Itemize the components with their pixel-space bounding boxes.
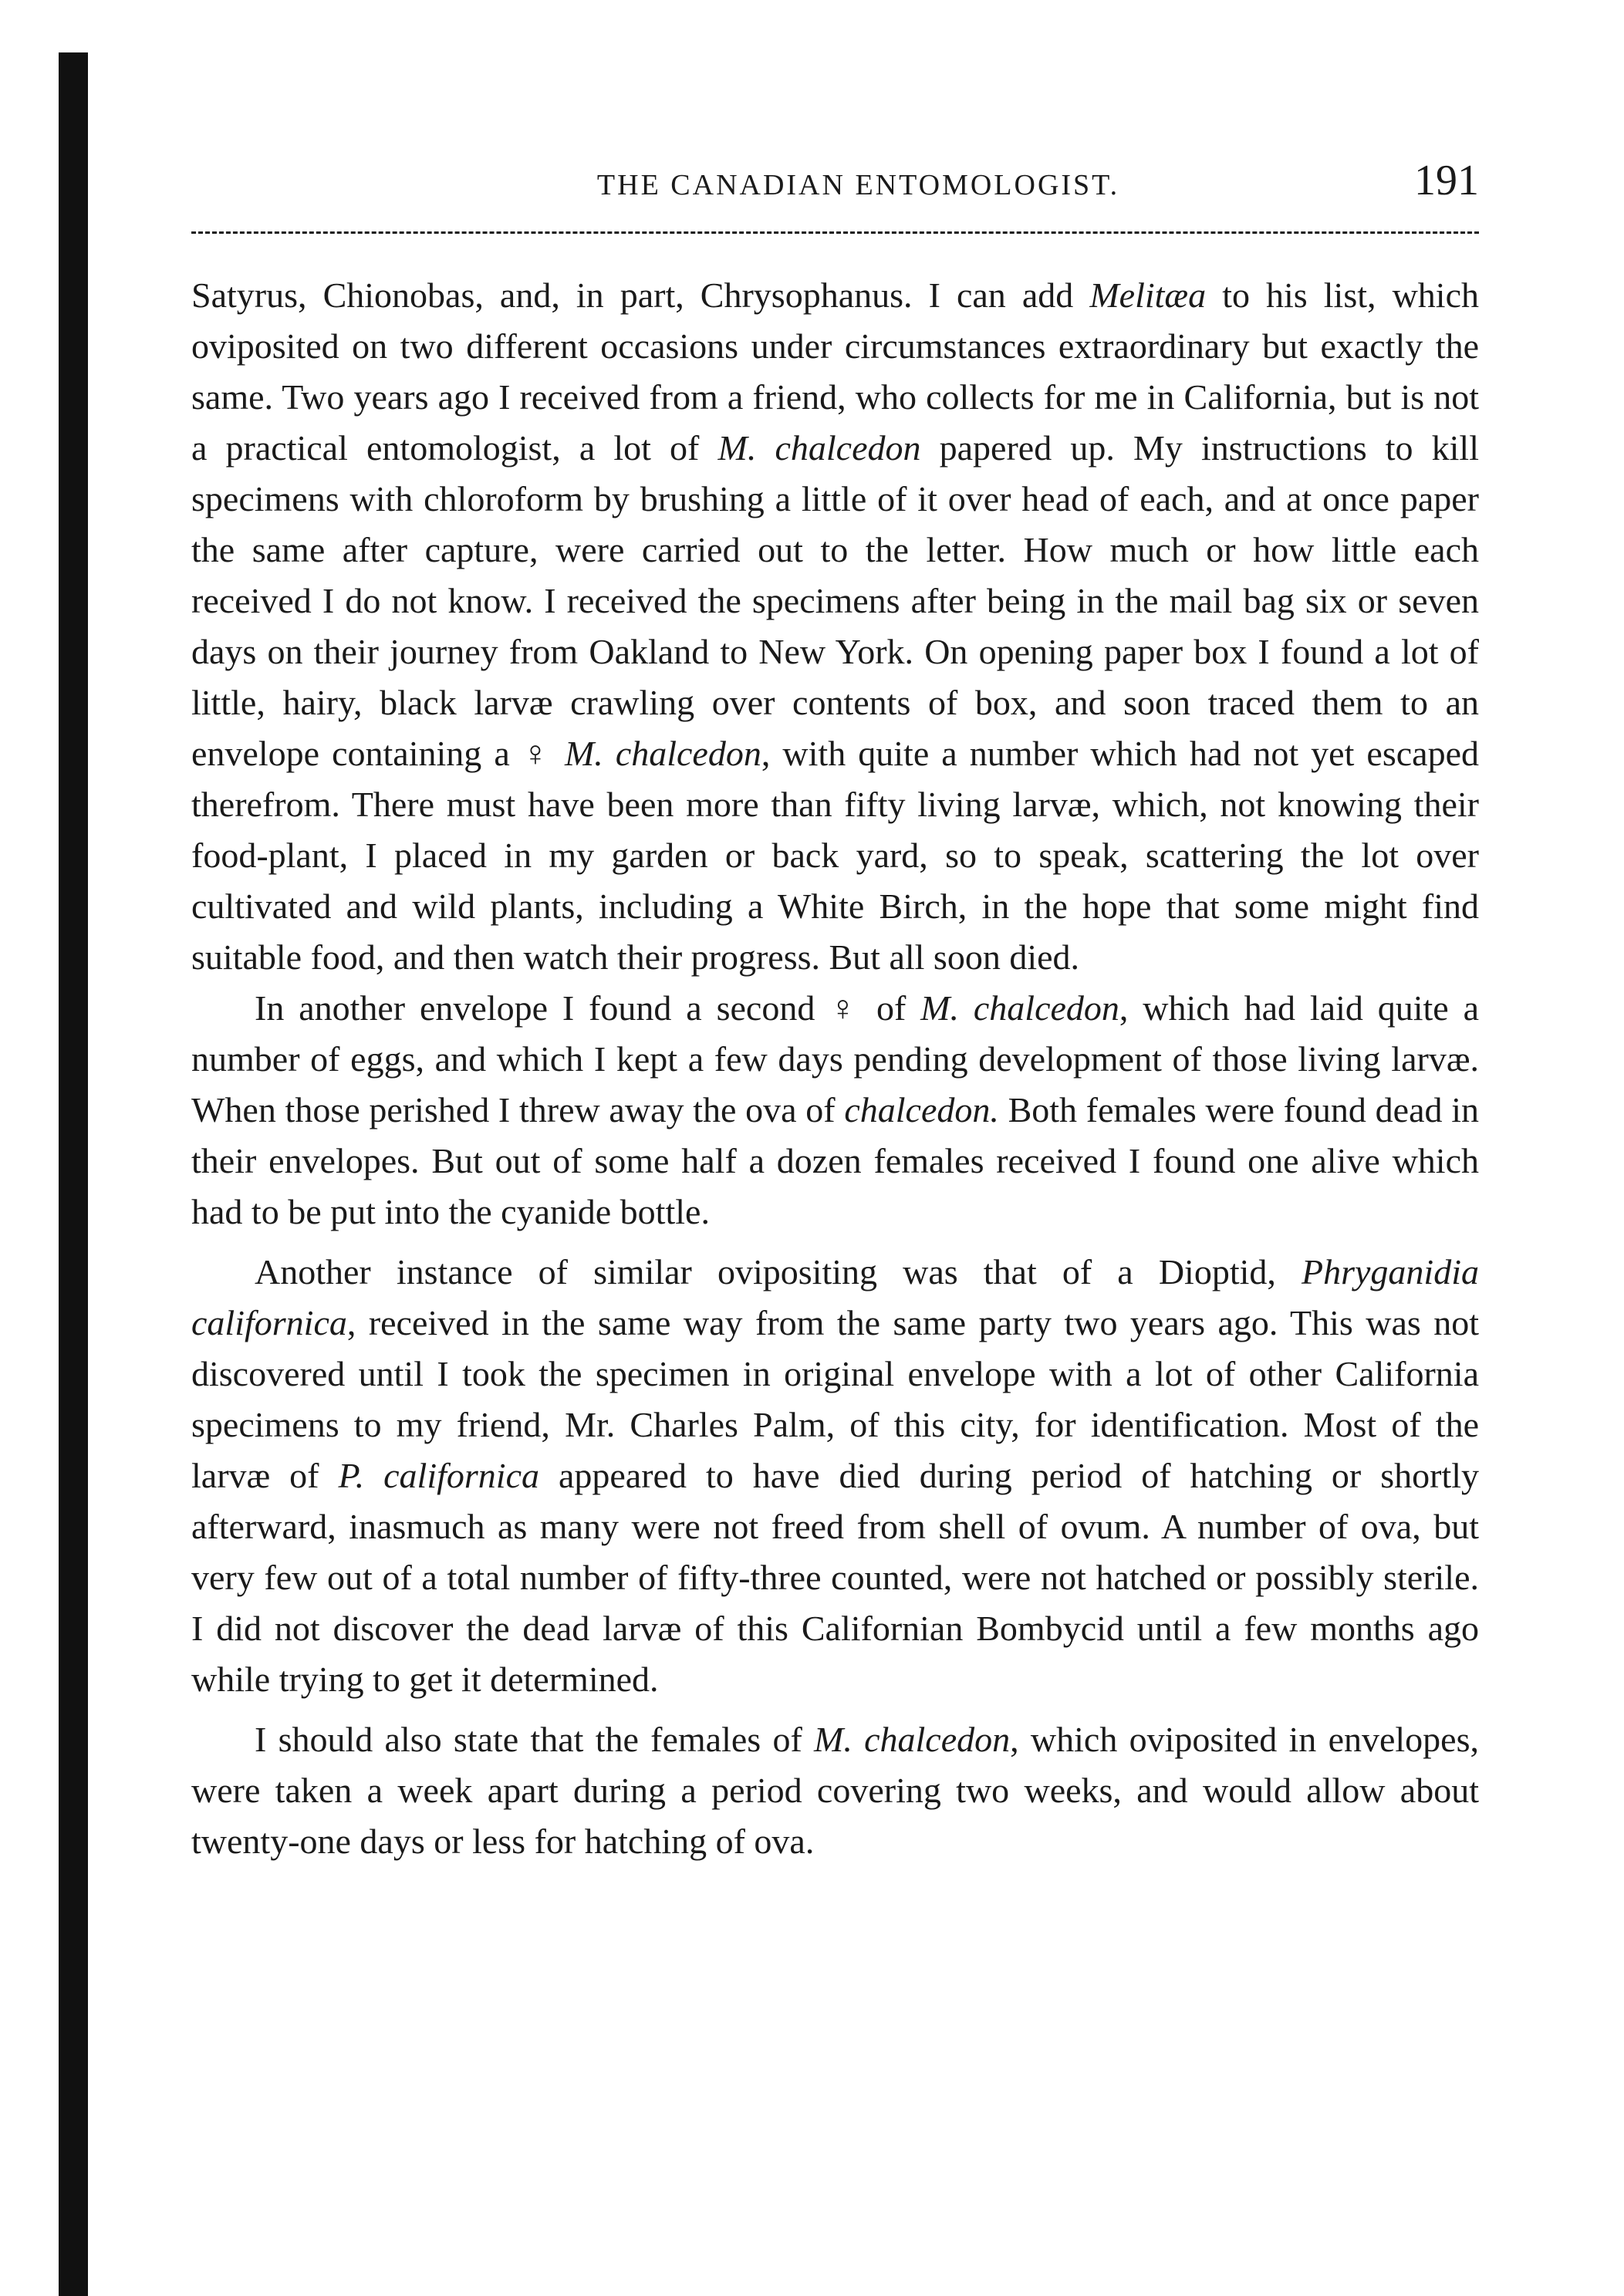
text-segment-italic: M. chalcedon — [814, 1720, 1011, 1759]
page-header — [191, 153, 1479, 207]
text-segment-italic: chalcedon. — [844, 1090, 999, 1129]
paragraph-2 — [191, 983, 1479, 1237]
text-segment-italic: Phryganidia californica — [191, 1252, 1479, 1342]
text-segment: Another instance of similar ovipositing was that of a Dioptid, — [255, 1252, 1302, 1292]
text-segment: , which oviposited in envelopes, were taken a week apart during a period covering two weeks, and would allow about twenty-one days or less for hatching of ova. — [191, 1720, 1479, 1861]
text-segment: I should also state that the females of — [255, 1720, 815, 1759]
binding-edge — [59, 52, 88, 2296]
paragraph-3 — [191, 1247, 1479, 1705]
text-segment: , which had laid quite a number of eggs, and which I kept a few days pending development of those living larvæ. When those perished I threw away the ova of — [191, 988, 1479, 1129]
page-number: 191 — [1414, 157, 1479, 204]
text-segment-italic: M. chalcedon — [717, 428, 921, 468]
running-title: THE CANADIAN ENTOMOLOGIST. — [596, 169, 1120, 201]
text-segment: Satyrus, Chionobas, and, in part, Chrysophanus. I can add — [191, 275, 1090, 315]
text-segment: , received in the same way from the same party two years ago. This was not discovered until I took the specimen in original envelope with a lot of other California specimens to my friend, Mr. Charles Palm, of this city, for identification. Most of the larvæ of — [191, 1303, 1479, 1495]
text-segment-italic: P. californica — [338, 1456, 539, 1495]
text-segment: papered up. My instructions to kill specimens with chloroform by brushing a little of it over head of each, and at once paper the same after capture, were carried out to the letter. How much or how little each received I do not know. I received the specimens after being in the mail bag six or seven days on their journey from Oakland to New York. On opening paper box I found a lot of little, hairy, black larvæ crawling over contents of box, and soon traced them to an envelope containing a ♀ — [191, 428, 1479, 773]
body-text — [191, 270, 1479, 1867]
text-segment-italic: Melitæa — [1089, 275, 1207, 315]
paragraph-4 — [191, 1714, 1479, 1867]
text-segment: Both females were found dead in their envelopes. But out of some half a dozen females received I found one alive which had to be put into the cyanide bottle. — [191, 1090, 1479, 1231]
text-segment-italic: M. chalcedon — [564, 734, 761, 773]
text-segment: , with quite a number which had not yet escaped therefrom. There must have been more than fifty living larvæ, which, not knowing their food-plant, I placed in my garden or back yard, so to speak, scattering the lot over cultivated and wild plants, including a White Birch, in the hope that some might find suitable food, and then watch their progress. But all soon died. — [191, 734, 1479, 977]
text-segment: appeared to have died during period of hatching or shortly afterward, inasmuch as many were not freed from shell of ovum. A number of ova, but very few out of a total number of fifty-three counted, were not hatched or possibly sterile. I did not discover the dead larvæ of this Californian Bombycid until a few months ago while trying to get it determined. — [191, 1456, 1480, 1699]
text-segment: to his list, which oviposited on two different occasions under circumstances extraordinary but exactly the same. Two years ago I received from a friend, who collects for me in California, but is not a practical entomologist, a lot of — [191, 275, 1479, 468]
text-segment: In another envelope I found a second ♀ of — [255, 988, 921, 1028]
text-segment-italic: M. chalcedon — [920, 988, 1119, 1028]
header-rule — [191, 231, 1479, 234]
paragraph-1 — [191, 270, 1479, 983]
